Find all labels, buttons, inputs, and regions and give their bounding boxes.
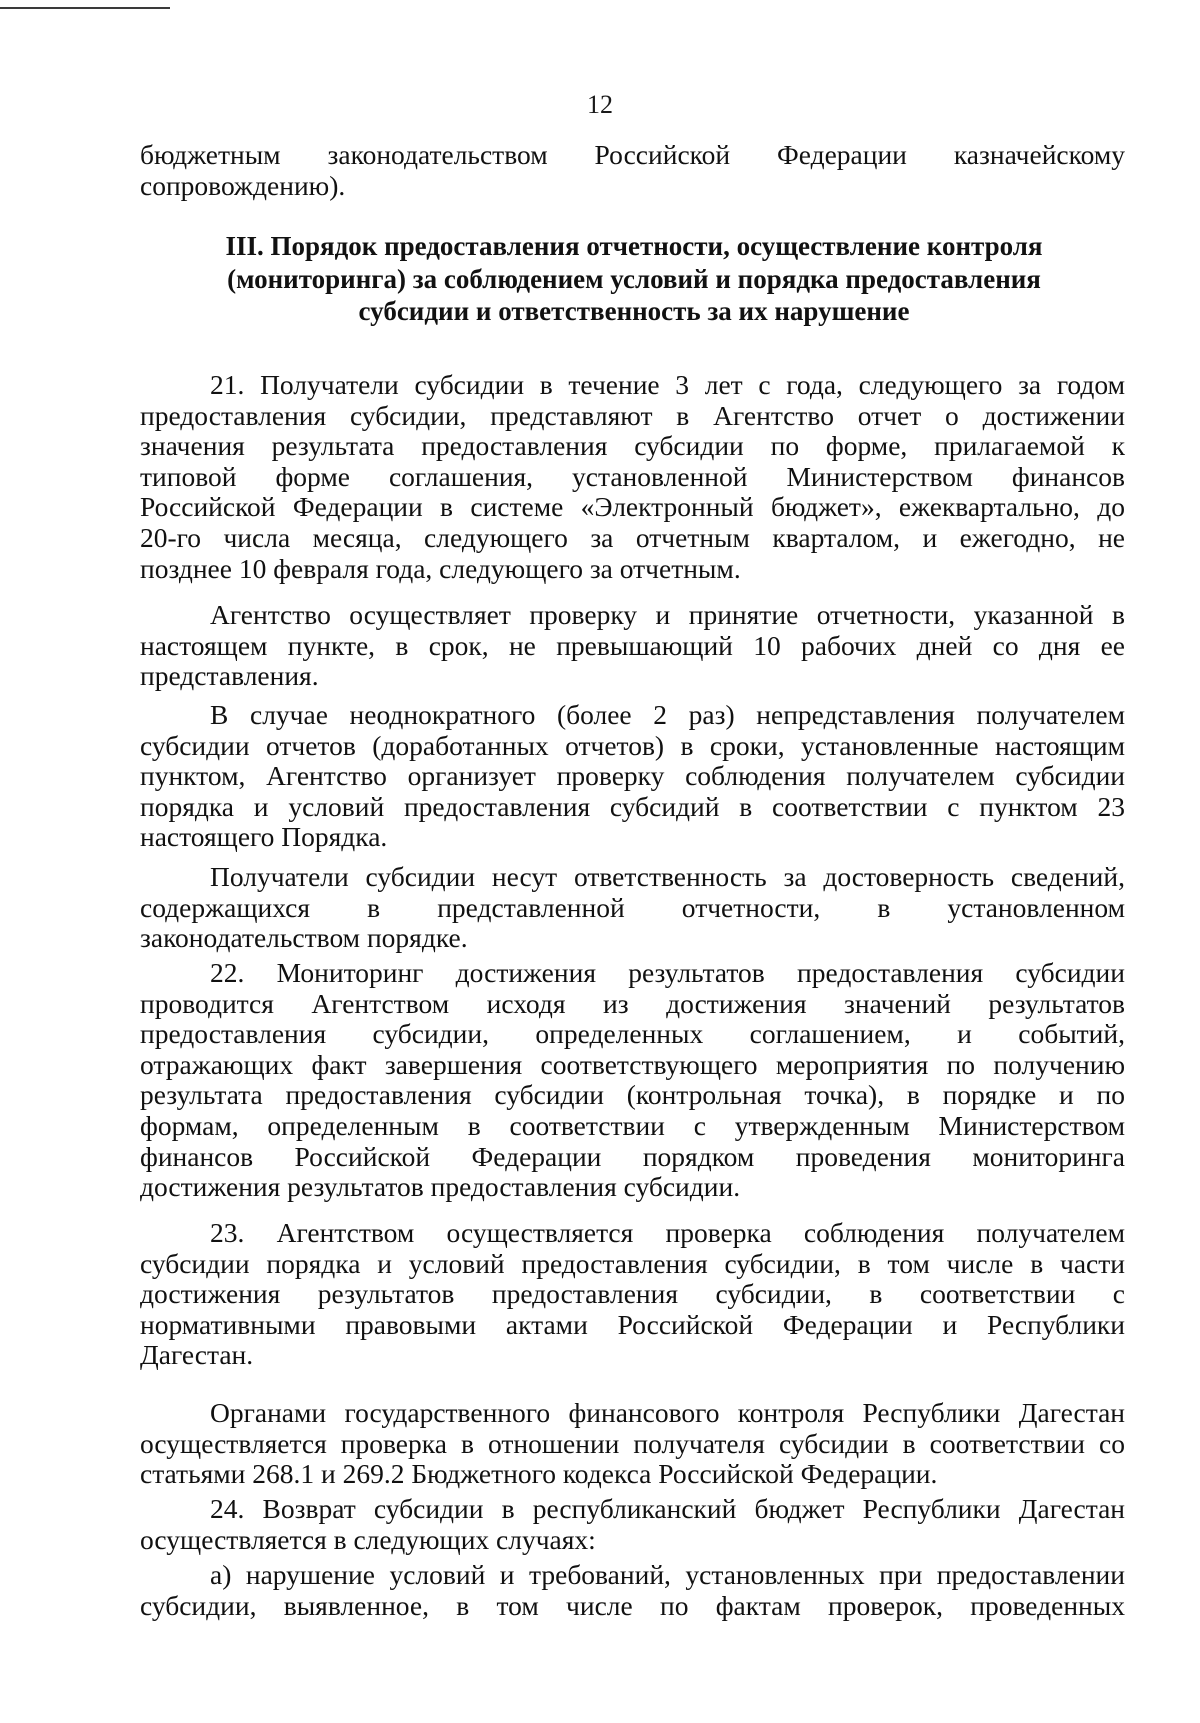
paragraph-22 [140,958,1125,1203]
page-number: 12 [587,90,613,119]
text-line: настоящего Порядка. [140,821,388,853]
text-line: осуществляется проверка в отношении получателя субсидии в соответствии со [140,1427,1125,1459]
text-line: отражающих факт завершения соответствующего мероприятия по получению [140,1048,1125,1080]
section-heading [150,230,1118,328]
text-line: значения результата предоставления субсидии по форме, прилагаемой к [140,430,1125,462]
scan-edge-line [0,7,170,9]
text-line: результата предоставления субсидии (контрольная точка), в порядке и по [140,1079,1125,1111]
text-line: нормативными правовыми актами Российской Федерации и Республики [140,1308,1125,1340]
text-line: типовой форме соглашения, установленной Министерством финансов [140,460,1125,492]
heading-line: субсидии и ответственность за их нарушение [358,296,910,326]
paragraph-21 [140,370,1125,584]
text-line: 20-го числа месяца, следующего за отчетным кварталом, и ежегодно, не [140,521,1125,553]
text-line: финансов Российской Федерации порядком проведения мониторинга [140,1140,1125,1172]
text-line: пунктом, Агентство организует проверку соблюдения получателем субсидии [140,760,1125,792]
text-line: содержащихся в представленной отчетности, в установленном [140,891,1125,923]
paragraph-23 [140,1218,1125,1371]
text-line: бюджетным законодательством Российской Федерации казначейскому [140,139,1125,170]
text-line: Органами государственного финансового контроля Республики Дагестан [210,1397,1125,1428]
text-line: 24. Возврат субсидии в республиканский бюджет Республики Дагестан [210,1493,1125,1524]
text-line: статьями 268.1 и 269.2 Бюджетного кодекса Российской Федерации. [140,1458,938,1490]
text-line: сопровождению). [140,169,346,201]
text-line: осуществляется в следующих случаях: [140,1523,596,1555]
paragraph-financial-control [140,1398,1125,1490]
text-line: Дагестан. [140,1339,254,1371]
paragraph-agency-check [140,600,1125,692]
text-line: 22. Мониторинг достижения результатов предоставления субсидии [210,957,1125,988]
text-line: позднее 10 февраля года, следующего за отчетным. [140,552,741,584]
text-line: достижения результатов предоставления субсидии. [140,1171,741,1203]
text-line: Получатели субсидии несут ответственность за достоверность сведений, [210,861,1125,892]
paragraph-responsibility [140,862,1125,954]
continuation-text [140,140,1125,201]
text-line: Российской Федерации в системе «Электронный бюджет», ежеквартально, до [140,491,1125,523]
text-line: достижения результатов предоставления субсидии, в соответствии с [140,1278,1125,1310]
text-line: предоставления субсидии, определенных соглашением, и событий, [140,1018,1125,1050]
paragraph-non-submission [140,700,1125,853]
heading-line: III. Порядок предоставления отчетности, осуществление контроля [225,231,1043,261]
paragraph-24 [140,1494,1125,1555]
heading-line: (мониторинга) за соблюдением условий и порядка предоставления [227,263,1041,294]
text-line: а) нарушение условий и требований, установленных при предоставлении [210,1559,1125,1590]
text-line: порядка и условий предоставления субсидий в соответствии с пунктом 23 [140,790,1125,822]
text-line: субсидии, выявленное, в том числе по фактам проверок, проведенных [140,1589,1125,1621]
text-line: настоящем пункте, в срок, не превышающий 10 рабочих дней со дня ее [140,629,1125,661]
text-line: предоставления субсидии, представляют в Агентство отчет о достижении [140,399,1125,431]
text-line: 23. Агентством осуществляется проверка соблюдения получателем [210,1217,1125,1248]
text-line: 21. Получатели субсидии в течение 3 лет с года, следующего за годом [210,369,1125,400]
text-line: субсидии порядка и условий предоставления субсидии, в том числе в части [140,1247,1125,1279]
text-line: формам, определенным в соответствии с утвержденным Министерством [140,1109,1125,1141]
text-line: представления. [140,660,319,692]
text-line: Агентство осуществляет проверку и принятие отчетности, указанной в [210,599,1125,630]
paragraph-item-a [140,1560,1125,1621]
text-line: В случае неоднократного (более 2 раз) непредставления получателем [210,699,1125,730]
text-line: субсидии отчетов (доработанных отчетов) в сроки, установленные настоящим [140,729,1125,761]
text-line: законодательством порядке. [140,922,468,954]
text-line: проводится Агентством исходя из достижения значений результатов [140,987,1125,1019]
